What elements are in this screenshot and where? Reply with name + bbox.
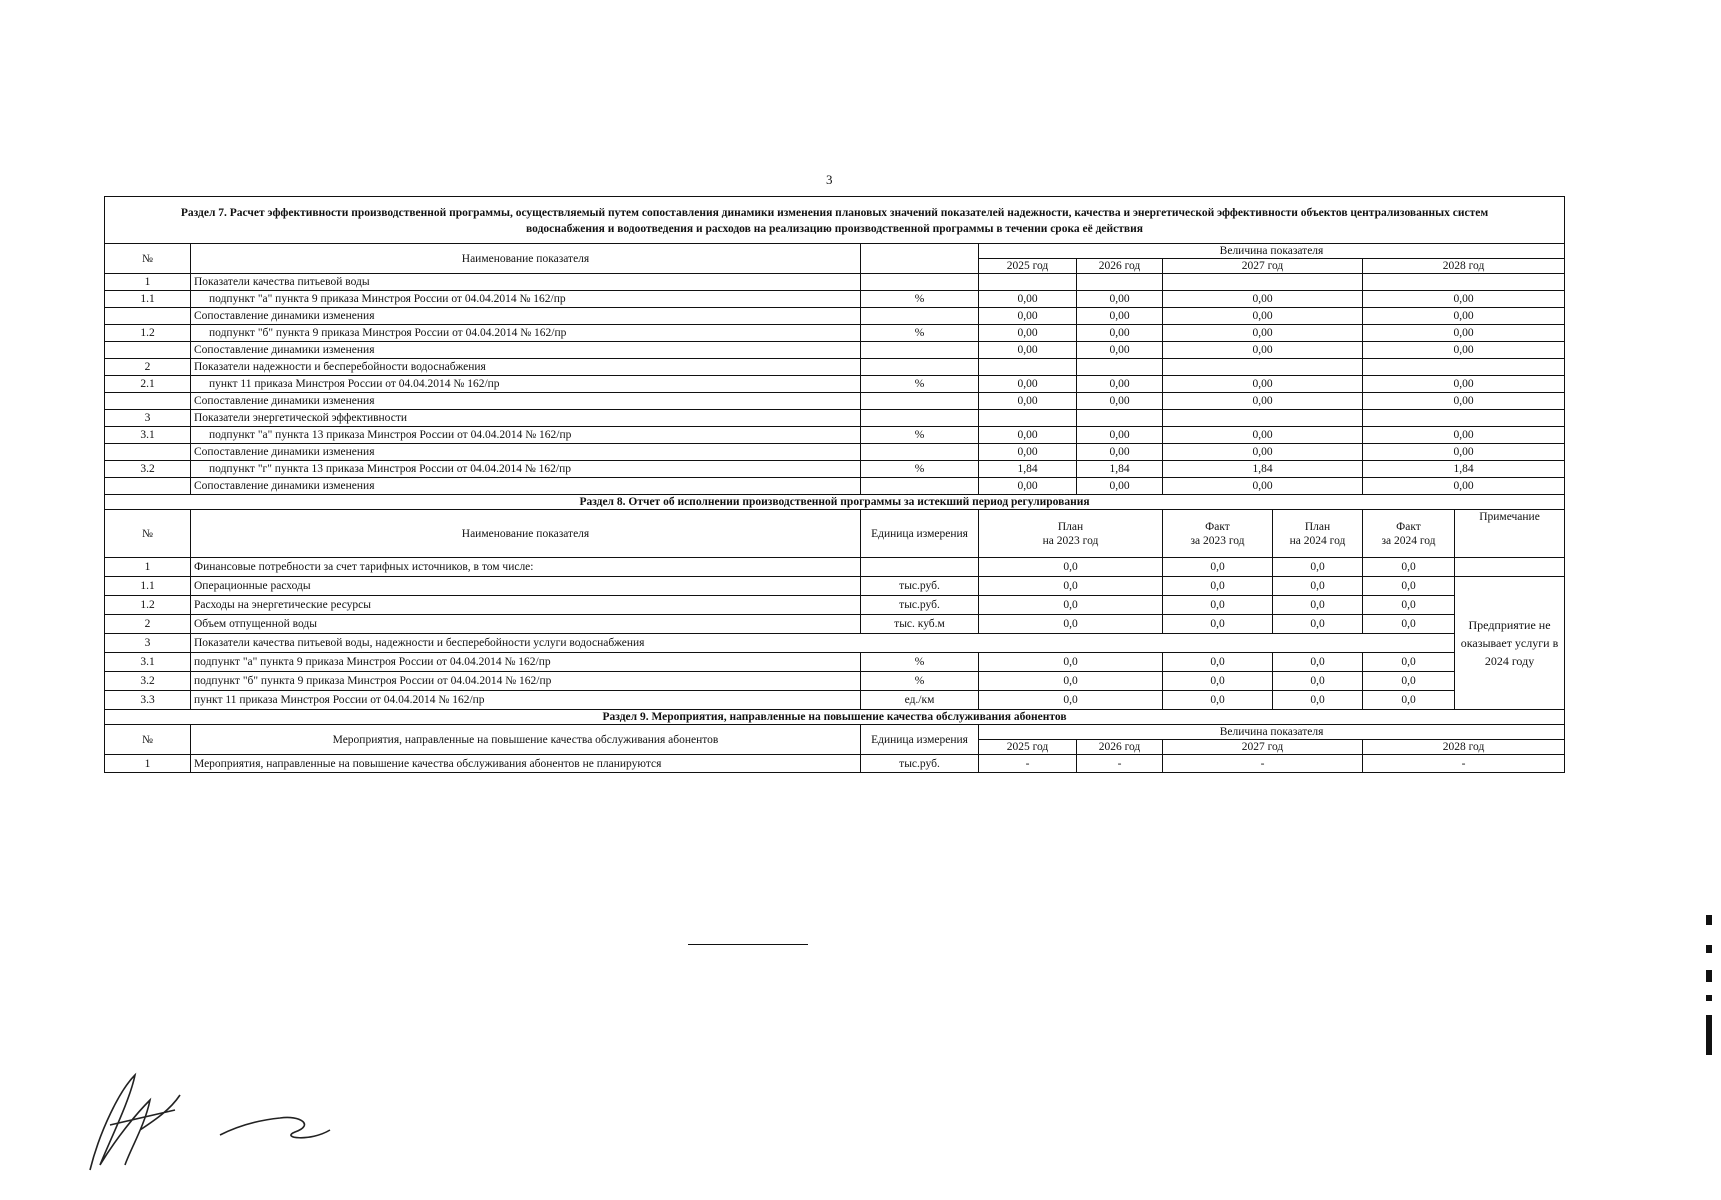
row-value: 0,00 [1163,376,1363,393]
row-value: 0,0 [1363,596,1455,615]
row-value: - [979,755,1077,773]
row-unit [861,558,979,577]
row-unit: тыс.руб. [861,577,979,596]
section8-col-no: № [105,510,191,558]
row-value: 0,00 [1363,478,1565,495]
row-value [1163,274,1363,291]
row-name: Операционные расходы [191,577,861,596]
row-value: 1,84 [1077,461,1163,478]
table-row [105,444,1565,461]
row-value: 0,0 [979,653,1163,672]
row-value: 0,00 [1363,291,1565,308]
row-value: 0,00 [1163,325,1363,342]
row-value: 0,0 [979,596,1163,615]
table-row [105,427,1565,444]
section7-col-unit [861,244,979,274]
row-number: 3 [105,634,191,653]
row-value [1363,410,1565,427]
row-value: 0,0 [979,691,1163,710]
section7-year: 2026 год [1077,259,1163,274]
row-name: Мероприятия, направленные на повышение качества обслуживания абонентов не планируются [191,755,861,773]
row-value: 0,00 [1363,444,1565,461]
row-value: 0,00 [1163,393,1363,410]
row-name: пункт 11 приказа Минстроя России от 04.04.2014 № 162/пр [191,691,861,710]
row-number: 1 [105,755,191,773]
table-row [105,308,1565,325]
table-row [105,342,1565,359]
row-unit: тыс.руб. [861,596,979,615]
row-unit [861,342,979,359]
section8-col-plan-2023: План на 2023 год [979,510,1163,558]
row-value: 0,00 [1163,427,1363,444]
row-value: - [1077,755,1163,773]
row-value [1077,410,1163,427]
row-value [1077,274,1163,291]
row-value: 0,00 [1163,291,1363,308]
row-unit: тыс. куб.м [861,615,979,634]
row-value: 0,0 [1363,691,1455,710]
row-value: 0,0 [1363,577,1455,596]
row-value [1163,410,1363,427]
row-number: 2.1 [105,376,191,393]
table-row [105,577,1565,596]
row-value [979,274,1077,291]
row-value: - [1363,755,1565,773]
row-value: 0,0 [1163,577,1273,596]
signature [80,1070,340,1180]
row-name: Сопоставление динамики изменения [191,308,861,325]
row-value: 0,00 [1163,308,1363,325]
row-value: 1,84 [1163,461,1363,478]
table-row [105,274,1565,291]
section7-col-no: № [105,244,191,274]
section9-year: 2028 год [1363,740,1565,755]
row-unit: % [861,427,979,444]
row-number [105,342,191,359]
table-row [105,755,1565,773]
row-value: 0,0 [1273,596,1363,615]
table-row [105,410,1565,427]
row-value [979,410,1077,427]
row-value: 0,0 [1363,558,1455,577]
row-note-empty [1455,558,1565,577]
table-row [105,596,1565,615]
section8-table [104,494,1565,710]
table-row [105,461,1565,478]
row-value: 0,0 [1363,615,1455,634]
row-name: подпункт "б" пункта 9 приказа Минстроя России от 04.04.2014 № 162/пр [191,672,861,691]
row-value: 0,00 [1363,325,1565,342]
scan-edge-marks [1706,915,1712,1060]
row-value: 0,0 [1163,558,1273,577]
row-value: 0,00 [1077,325,1163,342]
row-unit: % [861,461,979,478]
row-name: подпункт "а" пункта 9 приказа Минстроя России от 04.04.2014 № 162/пр [191,653,861,672]
row-value: 0,00 [1163,342,1363,359]
row-name: подпункт "а" пункта 13 приказа Минстроя России от 04.04.2014 № 162/пр [191,427,861,444]
section9-year: 2025 год [979,740,1077,755]
row-number: 3.1 [105,427,191,444]
row-unit [861,308,979,325]
table-row [105,615,1565,634]
row-value: 0,00 [1077,376,1163,393]
row-name: Показатели качества питьевой воды [191,274,861,291]
row-value [1363,274,1565,291]
row-value: 0,00 [1077,444,1163,461]
row-number: 3.2 [105,672,191,691]
row-number [105,308,191,325]
row-value: 0,0 [1163,596,1273,615]
row-unit [861,478,979,495]
row-name: Сопоставление динамики изменения [191,478,861,495]
row-value: 0,00 [1077,393,1163,410]
row-value: 0,0 [979,577,1163,596]
section8-col-plan-2024: План на 2024 год [1273,510,1363,558]
row-value: 0,00 [979,393,1077,410]
section8-col-name: Наименование показателя [191,510,861,558]
row-name: Показатели надежности и бесперебойности водоснабжения [191,359,861,376]
section9-year: 2027 год [1163,740,1363,755]
row-number: 3 [105,410,191,427]
row-value [1163,359,1363,376]
row-value: 0,00 [1077,342,1163,359]
row-unit: ед./км [861,691,979,710]
row-name: Сопоставление динамики изменения [191,342,861,359]
row-value: 0,00 [979,325,1077,342]
row-name: подпункт "б" пункта 9 приказа Минстроя России от 04.04.2014 № 162/пр [191,325,861,342]
row-number: 2 [105,615,191,634]
row-name: Сопоставление динамики изменения [191,393,861,410]
row-unit [861,393,979,410]
row-value: 1,84 [1363,461,1565,478]
row-unit: % [861,291,979,308]
row-value: 0,0 [1163,691,1273,710]
row-value: 0,0 [1273,653,1363,672]
row-name: Объем отпущенной воды [191,615,861,634]
row-unit: % [861,325,979,342]
table-row [105,691,1565,710]
table-row [105,478,1565,495]
section8-col-fact-2024: Факт за 2024 год [1363,510,1455,558]
section9-col-no: № [105,725,191,755]
table-row [105,634,1565,653]
row-value: 0,00 [1077,291,1163,308]
row-number: 1.1 [105,577,191,596]
row-value [979,359,1077,376]
row-value: 0,0 [1163,615,1273,634]
row-value: 0,00 [979,376,1077,393]
row-value: 0,0 [1163,653,1273,672]
row-unit [861,410,979,427]
row-name: Сопоставление динамики изменения [191,444,861,461]
row-value [1077,359,1163,376]
row-unit: % [861,376,979,393]
row-number: 1 [105,558,191,577]
row-value: 0,0 [1273,558,1363,577]
row-value: 0,00 [1077,427,1163,444]
row-unit: % [861,653,979,672]
section8-title: Раздел 8. Отчет об исполнении производственной программы за истекший период регулирования [105,495,1565,510]
row-unit [861,444,979,461]
row-unit: % [861,672,979,691]
row-value: 0,0 [979,558,1163,577]
section8-col-fact-2023: Факт за 2023 год [1163,510,1273,558]
section9-col-name: Мероприятия, направленные на повышение качества обслуживания абонентов [191,725,861,755]
row-value: 0,0 [979,615,1163,634]
row-number: 1.2 [105,325,191,342]
section7-year: 2025 год [979,259,1077,274]
row-number [105,478,191,495]
table-row [105,393,1565,410]
table-row [105,291,1565,308]
table-row [105,653,1565,672]
table-row [105,672,1565,691]
row-value: 0,00 [1163,478,1363,495]
row-number: 1.2 [105,596,191,615]
row-value: 0,00 [1363,393,1565,410]
row-value: 0,0 [979,672,1163,691]
row-number: 1 [105,274,191,291]
section7-title: Раздел 7. Расчет эффективности производственной программы, осуществляемый путем сопоставления динамики изменения плановых значений показателей надежности, качества и энергетической эффективности объектов централизованных систем водоснабжения и водоотведения и расходов на реализацию производственной программы в течении срока её действия [105,197,1565,244]
row-number: 1.1 [105,291,191,308]
row-unit: тыс.руб. [861,755,979,773]
row-value: 0,00 [1363,376,1565,393]
row-value: 0,00 [979,342,1077,359]
row-value: 0,00 [1363,308,1565,325]
table-row [105,558,1565,577]
row-value [1363,359,1565,376]
row-value: 0,0 [1273,615,1363,634]
row-value: 0,0 [1273,672,1363,691]
section9-year: 2026 год [1077,740,1163,755]
row-name: Показатели качества питьевой воды, надежности и бесперебойности услуги водоснабжения [191,634,1455,653]
row-number [105,444,191,461]
row-value: 0,00 [1363,427,1565,444]
row-name: Расходы на энергетические ресурсы [191,596,861,615]
row-number: 3.1 [105,653,191,672]
row-value: 0,00 [979,427,1077,444]
section7-table [104,196,1565,495]
section8-col-note: Примечание [1455,510,1565,558]
row-value: 0,0 [1363,653,1455,672]
table-row [105,325,1565,342]
separator-line [688,944,808,945]
section7-col-value: Величина показателя [979,244,1565,259]
row-value: 0,00 [1077,308,1163,325]
row-name: Показатели энергетической эффективности [191,410,861,427]
section9-title: Раздел 9. Мероприятия, направленные на повышение качества обслуживания абонентов [105,710,1565,725]
row-value: 0,00 [1163,444,1363,461]
row-unit [861,359,979,376]
row-value: 0,0 [1273,691,1363,710]
section9-col-unit: Единица измерения [861,725,979,755]
row-value: 0,0 [1273,577,1363,596]
row-name: подпункт "г" пункта 13 приказа Минстроя России от 04.04.2014 № 162/пр [191,461,861,478]
section9-col-value: Величина показателя [979,725,1565,740]
document-body [104,196,1564,773]
table-row [105,359,1565,376]
table-row [105,376,1565,393]
section7-year: 2028 год [1363,259,1565,274]
row-unit [861,274,979,291]
row-value: 0,00 [979,291,1077,308]
section8-col-unit: Единица измерения [861,510,979,558]
row-value: - [1163,755,1363,773]
row-number [105,393,191,410]
note-text: Предприятие не оказывает услуги в 2024 году [1455,577,1565,710]
row-value: 0,0 [1163,672,1273,691]
section7-col-name: Наименование показателя [191,244,861,274]
row-number: 3.2 [105,461,191,478]
row-value: 0,00 [979,478,1077,495]
row-value: 0,00 [979,444,1077,461]
row-value: 1,84 [979,461,1077,478]
row-name: пункт 11 приказа Минстроя России от 04.04.2014 № 162/пр [191,376,861,393]
page-number: 3 [826,172,833,187]
row-value: 0,00 [1363,342,1565,359]
row-number: 2 [105,359,191,376]
row-name: подпункт "а" пункта 9 приказа Минстроя России от 04.04.2014 № 162/пр [191,291,861,308]
row-value: 0,0 [1363,672,1455,691]
section7-year: 2027 год [1163,259,1363,274]
row-number: 3.3 [105,691,191,710]
row-value: 0,00 [979,308,1077,325]
row-value: 0,00 [1077,478,1163,495]
section9-table [104,709,1565,773]
row-name: Финансовые потребности за счет тарифных источников, в том числе: [191,558,861,577]
